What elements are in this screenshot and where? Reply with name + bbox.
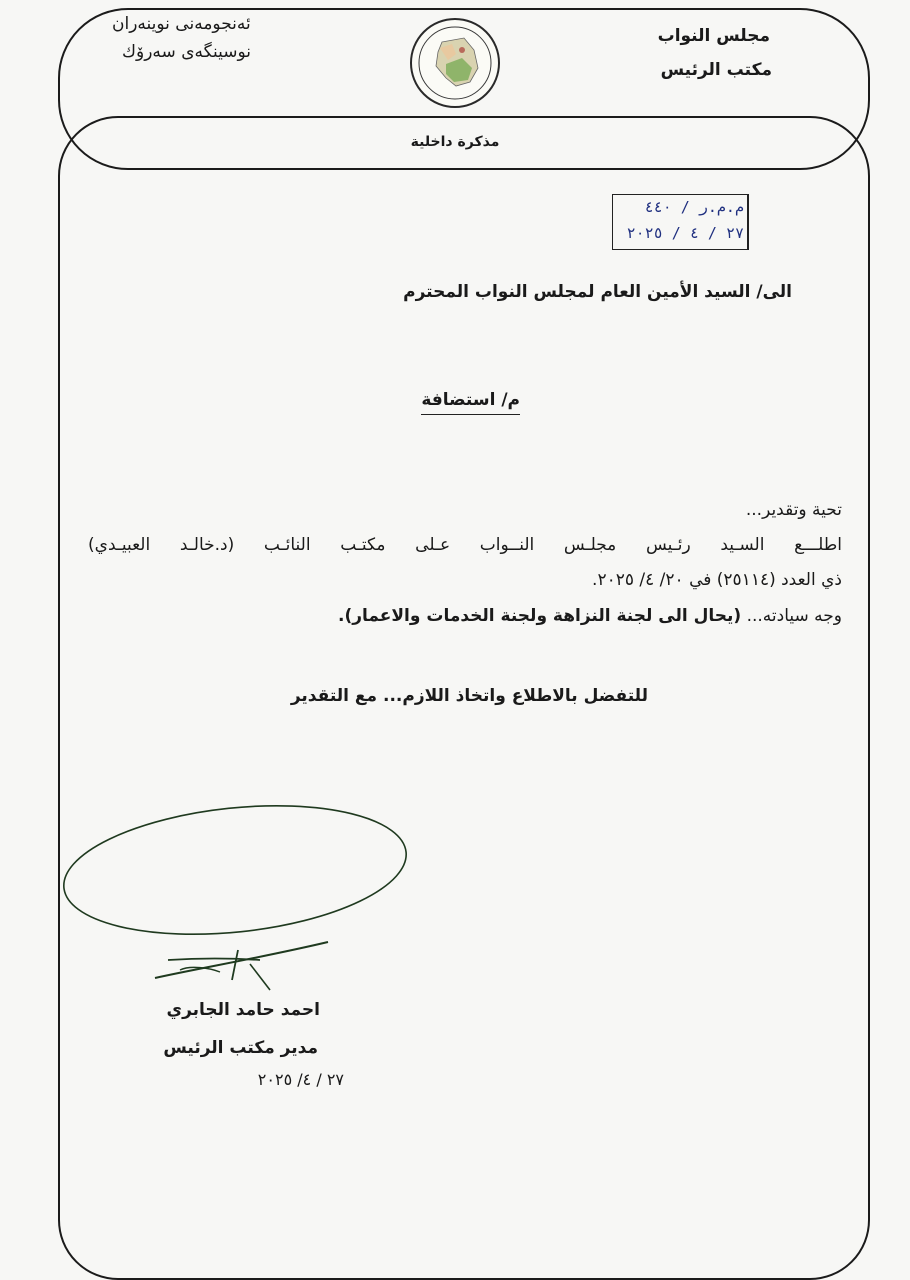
greeting-line: تحية وتقدير... (745, 500, 842, 520)
body-line-3-directive: (يحال الى لجنة النزاهة ولجنة الخدمات والاعمار). (337, 606, 742, 626)
org-name-kurdish: ئەنجومەنی نوینەران (112, 14, 251, 34)
body-line-3 (338, 606, 842, 626)
office-name-arabic: مكتب الرئيس (660, 60, 772, 80)
closing-line: للتفضل بالاطلاع واتخاذ اللازم... مع التقدير (290, 686, 648, 706)
reference-date: ٢٧ / ٤ / ٢٠٢٥ (626, 224, 744, 242)
org-name-arabic: مجلس النواب (657, 26, 770, 46)
subject-line: م/ استضافة (421, 390, 520, 415)
body-line-2: ذي العدد (٢٥١١٤) في ٢٠/ ٤/ ٢٠٢٥. (592, 570, 842, 590)
signature-date: ٢٧ / ٤/ ٢٠٢٥ (257, 1070, 344, 1089)
body-line-3-prefix: وجه سيادته... (741, 606, 842, 626)
signatory-position: مدير مكتب الرئيس (163, 1038, 318, 1058)
reference-number: م.م.ر / ٤٤٠ (644, 198, 744, 216)
body-line-1: اطلـــع السـيد رئـيس مجلـس النــواب عـلى مكتـب النائـب (د.خالـد العبيـدي) (88, 535, 842, 555)
signatory-name: احمد حامد الجابري (166, 1000, 320, 1020)
recipient-line: الى/ السيد الأمين العام لمجلس النواب المحترم (403, 282, 792, 302)
signature-icon (60, 800, 420, 1000)
parliament-seal-icon (410, 18, 500, 108)
office-name-kurdish: نوسینگەی سەرۆك (122, 42, 252, 62)
memo-title: مذكرة داخلية (410, 134, 500, 150)
